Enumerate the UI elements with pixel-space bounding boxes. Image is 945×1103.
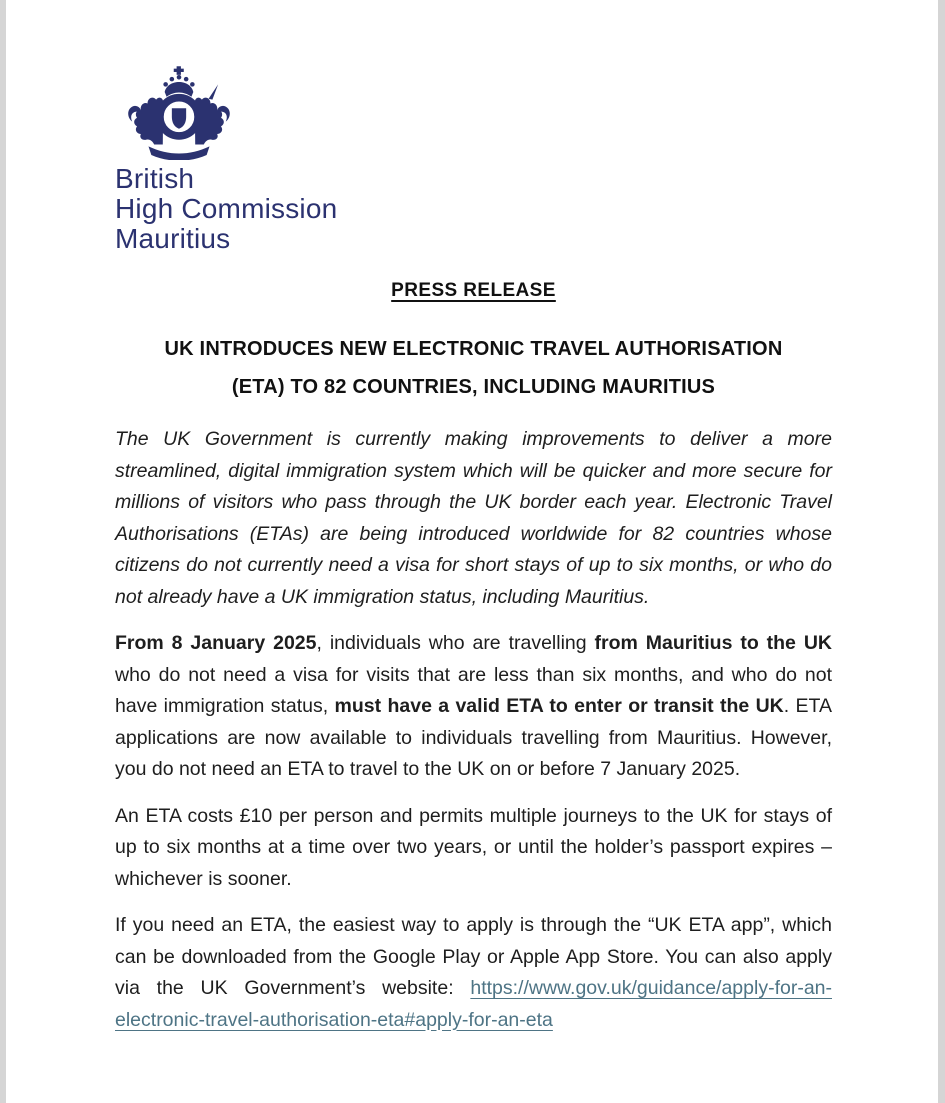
text-run-bold: from Mauritius to the UK: [594, 632, 832, 654]
paragraph-intro: The UK Government is currently making improvements to deliver a more streamlined, digital immigration system which will be quicker and more secure for millions of visitors who pass through the UK border each year. Electronic Travel Authorisations (ETAs) are being introduced worldwide for 82 countries whose citizens do not currently need a visa for short stays of up to six months, or who do not already have a UK immigration status, including Mauritius.: [115, 428, 832, 608]
org-name-line-1: British: [115, 163, 195, 194]
page-edge-left: [0, 0, 6, 1103]
document-title-line-2: (ETA) TO 82 COUNTRIES, INCLUDING MAURITIUS: [231, 376, 716, 398]
page-edge-right: [938, 0, 945, 1103]
org-name-line-2: High Commission: [115, 193, 338, 224]
press-release-heading: PRESS RELEASE: [391, 280, 556, 301]
royal-coat-of-arms-logo: [117, 66, 241, 160]
text-run: . ETA applications are now available to individuals travelling from Mauritius. However, you do not need an ETA to travel to the UK on or before 7 January 2025.: [115, 695, 833, 780]
gov-uk-apply-link[interactable]: https://www.gov.uk/guidance/apply-for-an-electronic-travel-authorisation-eta#apply-for-an-eta: [115, 977, 832, 1031]
paragraph-how-to-apply: [115, 910, 832, 1036]
text-run: , individuals who are travelling: [316, 632, 595, 654]
document-title: [115, 330, 832, 406]
text-run-bold: From 8 January 2025: [115, 632, 317, 654]
org-name-line-3: Mauritius: [115, 223, 231, 254]
body-paragraphs: [115, 424, 832, 1036]
document-title-line-1: UK INTRODUCES NEW ELECTRONIC TRAVEL AUTHORISATION: [164, 338, 783, 360]
text-run: If you need an ETA, the easiest way to apply is through the “UK ETA app”, which can be downloaded from the Google Play or Apple App Store. You can also apply via the UK Government’s website:: [115, 914, 832, 999]
paragraph-cost: An ETA costs £10 per person and permits multiple journeys to the UK for stays of up to six months at a time over two years, or until the holder’s passport expires – whichever is sooner.: [115, 804, 832, 890]
paragraph-effective-date: [115, 628, 832, 786]
text-run: who do not need a visa for visits that are less than six months, and who do not have immigration status,: [115, 663, 832, 717]
text-run-bold: must have a valid ETA to enter or transit the UK: [334, 695, 784, 717]
org-name: [115, 164, 832, 254]
letterhead: [115, 66, 832, 254]
